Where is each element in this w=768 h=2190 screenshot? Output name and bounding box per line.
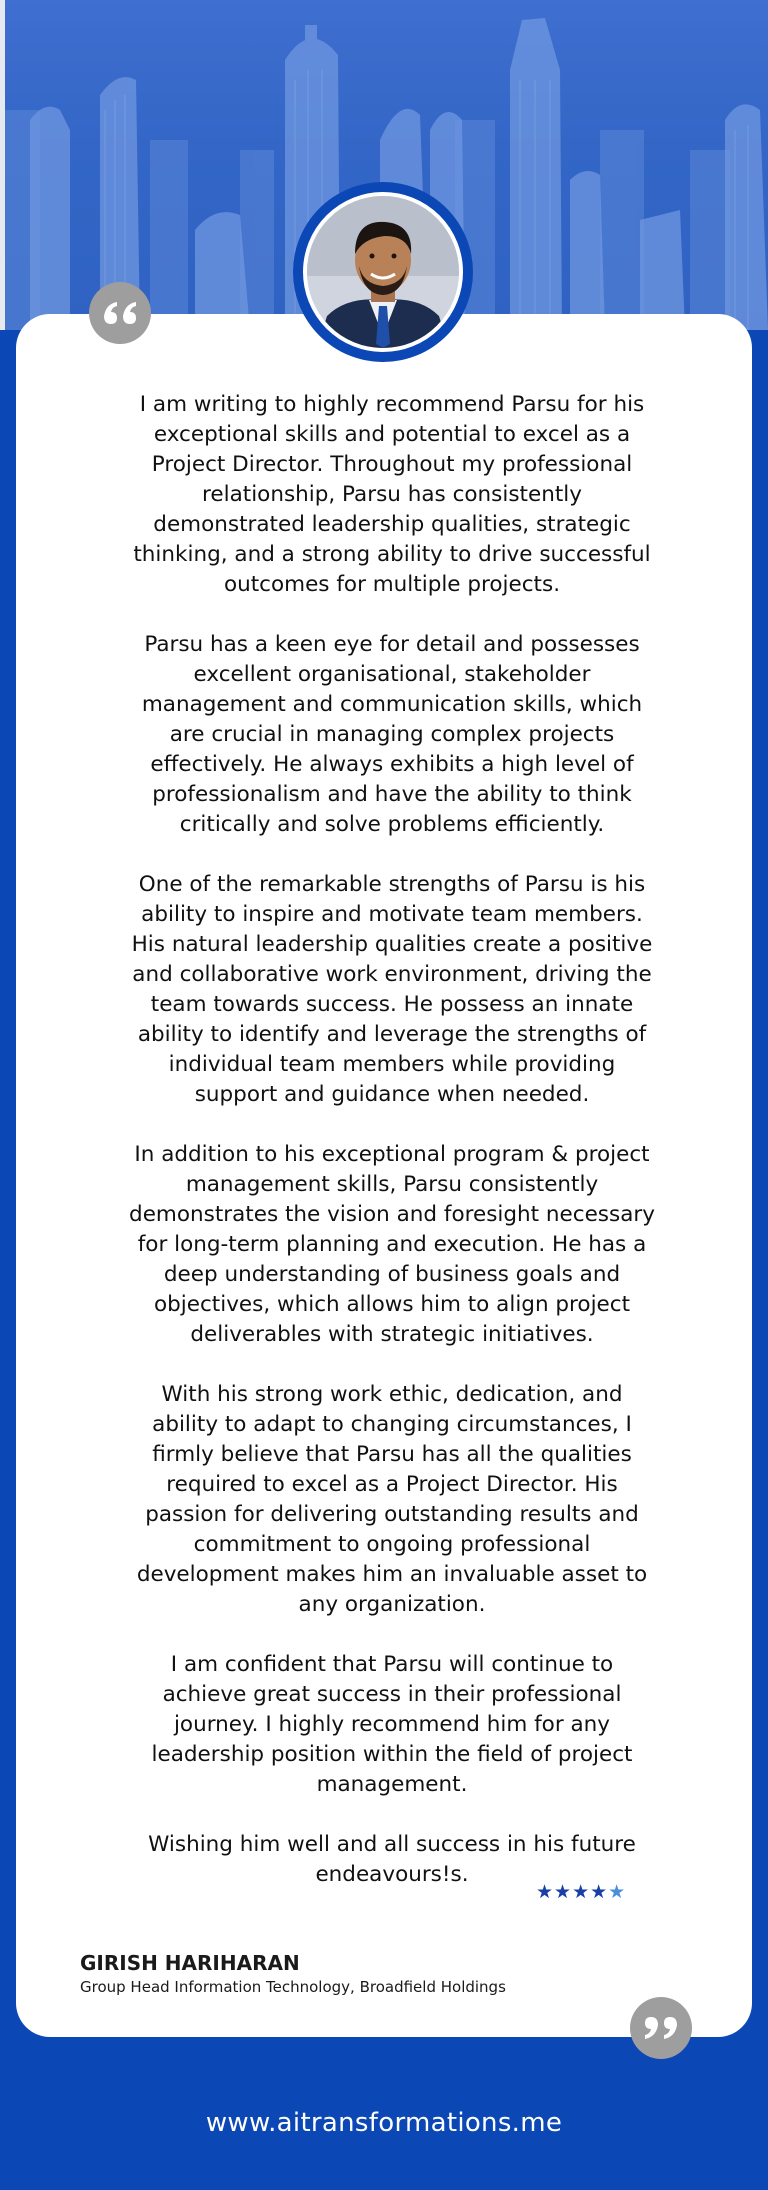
star-rating <box>536 1880 626 1904</box>
testimonial-paragraph: Wishing him well and all success in his future endeavours!s. <box>148 1832 636 1887</box>
quote-open-icon <box>89 282 151 344</box>
quote-close-icon <box>630 1997 692 2059</box>
hero-edge-strip <box>0 0 5 330</box>
testimonial-paragraph: I am confident that Parsu will continue to achieve great success in their professional journey. I highly recommend him for any leadership position within the field of project management. <box>151 1652 633 1797</box>
star-filled-icon: ★★★★ <box>536 1881 609 1903</box>
person-portrait-icon <box>307 196 459 348</box>
testimonial-paragraph: One of the remarkable strengths of Parsu is his ability to inspire and motivate team members. His natural leadership qualities create a positive and collaborative work environment, driving the team towards success. He possess an innate ability to identify and leverage the strengths of individual team members while providing support and guidance when needed. <box>131 872 653 1107</box>
avatar <box>303 192 463 352</box>
author-title: Group Head Information Technology, Broadfield Holdings <box>80 1978 506 1996</box>
testimonial-paragraph: I am writing to highly recommend Parsu for his exceptional skills and potential to excel as a Project Director. Throughout my professional relationship, Parsu has consistently demonstrated leadership qualities, strategic thinking, and a strong ability to drive successful outcomes for multiple projects. <box>133 392 651 597</box>
testimonial-paragraph: With his strong work ethic, dedication, and ability to adapt to changing circumstances, I firmly believe that Parsu has all the qualities required to excel as a Project Director. His passion for delivering outstanding results and commitment to ongoing professional development makes him an invaluable asset to any organization. <box>136 1382 648 1617</box>
star-empty-icon: ★ <box>608 1881 627 1903</box>
testimonial-paragraph: Parsu has a keen eye for detail and possesses excellent organisational, stakeholder management and communication skills, which are crucial in managing complex projects effectively. He always exhibits a high level of professionalism and have the ability to think critically and solve problems efficiently. <box>141 632 643 837</box>
author-name: GIRISH HARIHARAN <box>80 1951 300 1975</box>
website-link[interactable]: www.aitransformations.me <box>205 2108 563 2138</box>
testimonial-paragraph: In addition to his exceptional program & project management skills, Parsu consistently demonstrates the vision and foresight necessary for long-term planning and execution. He has a deep understanding of business goals and objectives, which allows him to align project deliverables with strategic initiatives. <box>129 1142 655 1347</box>
testimonial-body <box>126 390 658 1890</box>
